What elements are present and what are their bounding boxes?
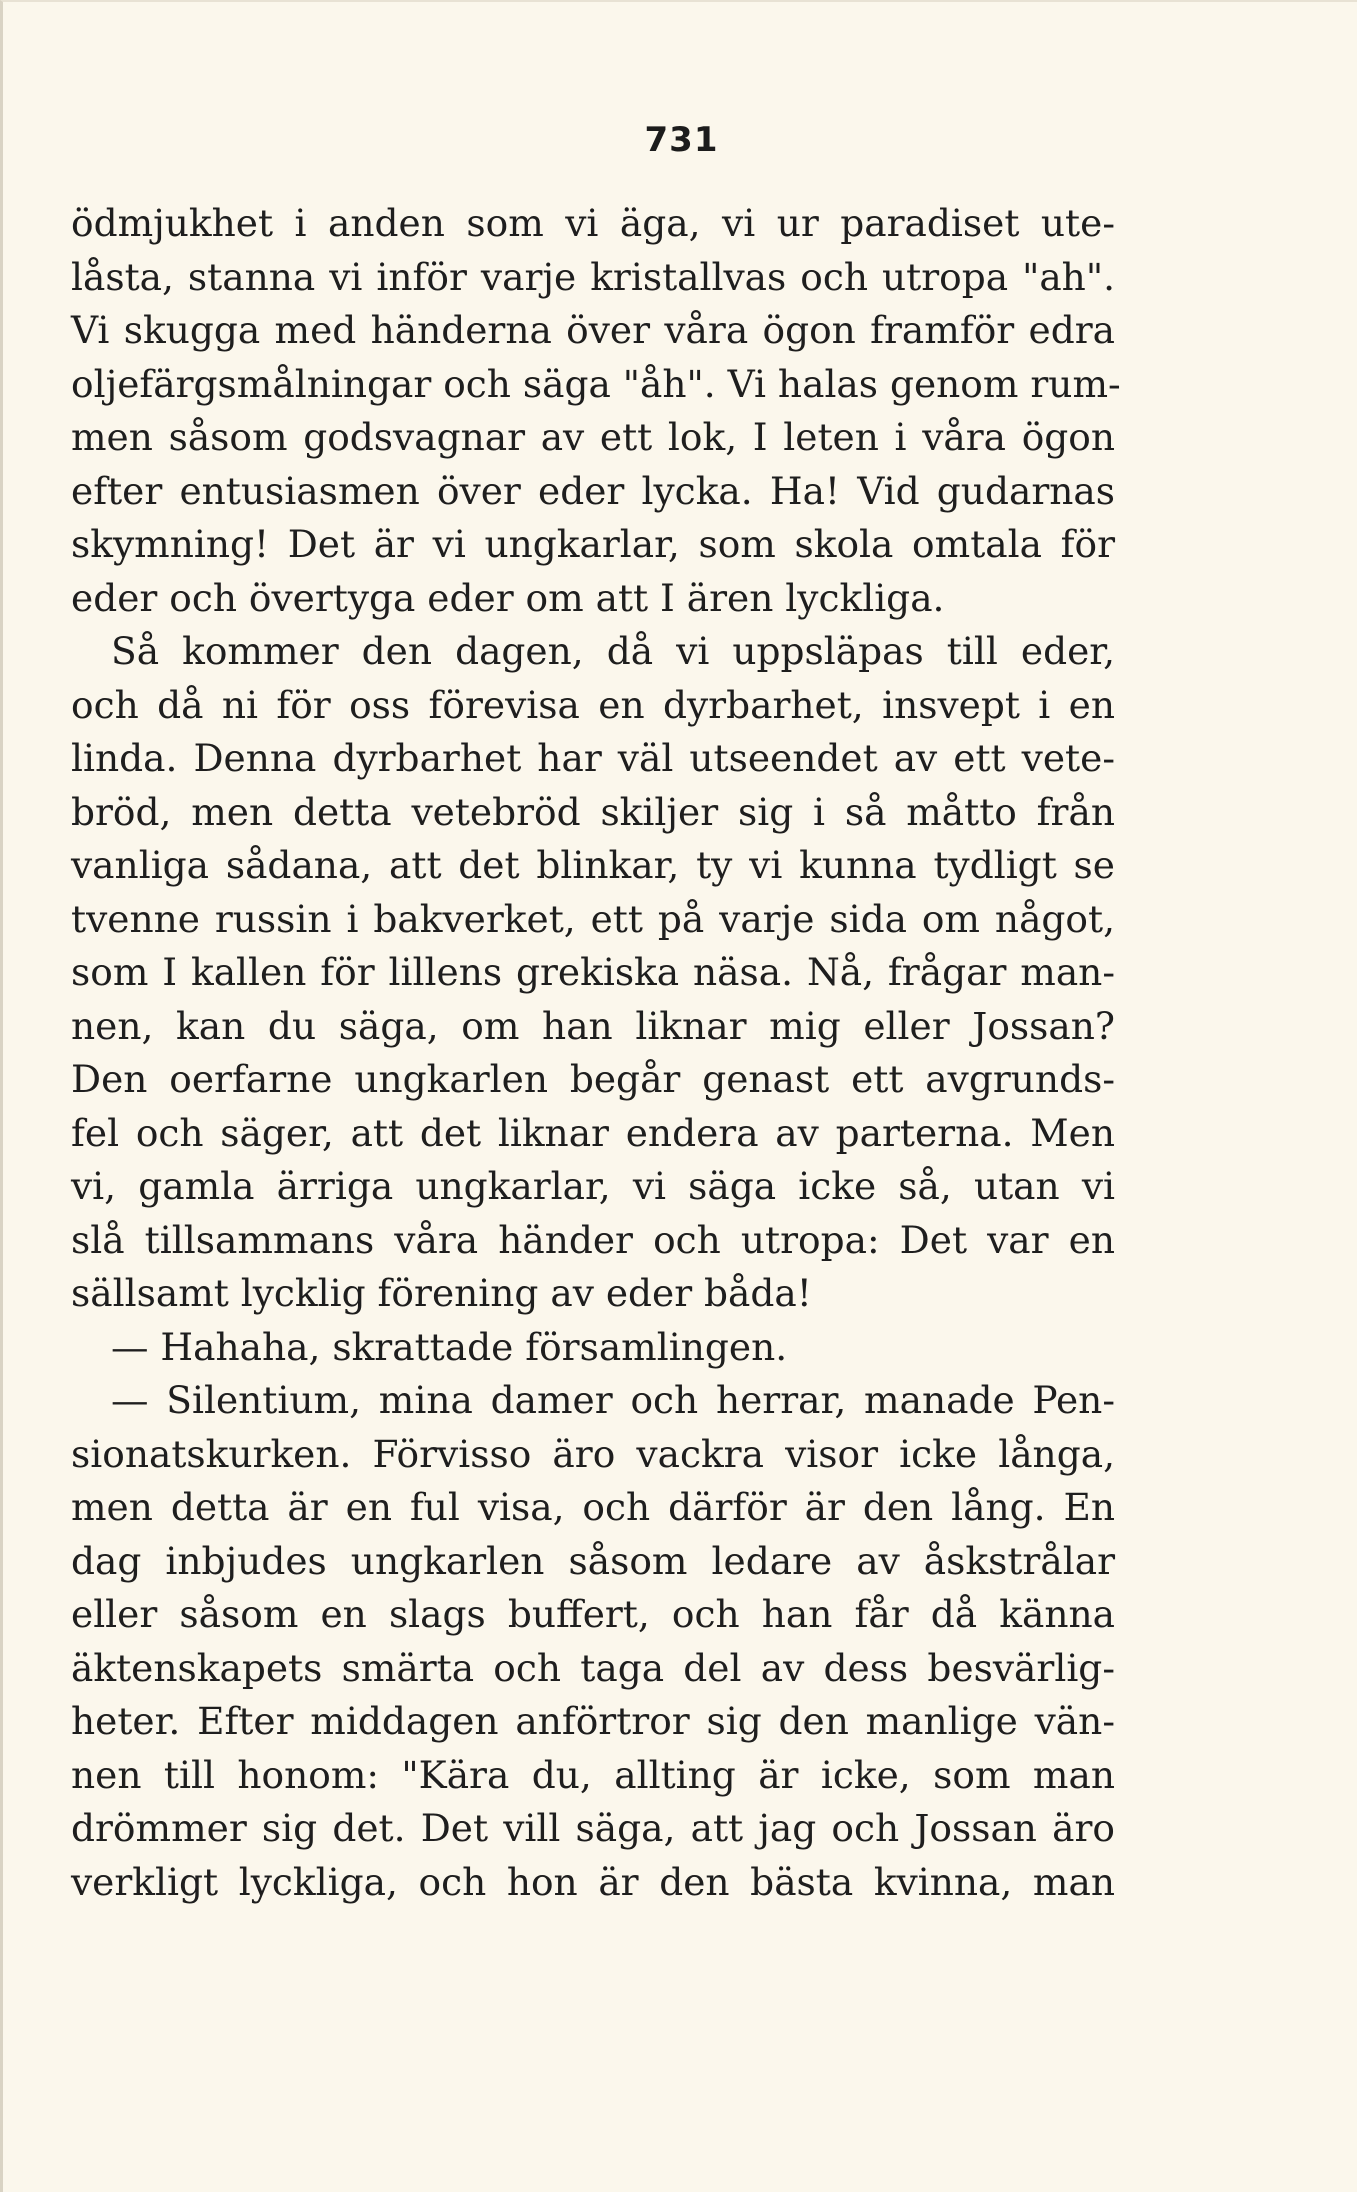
text-line: efter entusiasmen över eder lycka. Ha! Vid gudarnas <box>71 468 1115 513</box>
text-line: slå tillsammans våra händer och utropa: Det var en <box>71 1217 1115 1262</box>
text-line: nen, kan du säga, om han liknar mig eller Jossan? <box>71 1003 1115 1048</box>
text-line: Så kommer den dagen, då vi uppsläpas till eder, <box>111 629 1115 673</box>
text-line: eller såsom en slags buffert, och han får då känna <box>71 1592 1115 1636</box>
text-line: som I kallen för lillens grekiska näsa. Nå, frågar man- <box>71 950 1115 994</box>
text-line: vanliga sådana, att det blinkar, ty vi kunna tydligt se <box>71 843 1115 887</box>
text-line: heter. Efter middagen anförtror sig den manlige vän- <box>71 1699 1115 1743</box>
text-line: äktenskapets smärta och taga del av dess besvärlig- <box>71 1645 1115 1690</box>
text-line: — Hahaha, skrattade församlingen. <box>111 1324 788 1369</box>
text-line: men såsom godsvagnar av ett lok, I leten i våra ögon <box>71 415 1115 459</box>
text-line: skymning! Det är vi ungkarlar, som skola omtala för <box>71 522 1115 566</box>
text-line: oljefärgsmålningar och säga "åh". Vi halas genom rum- <box>71 361 1121 406</box>
text-line: sionatskurken. Förvisso äro vackra visor icke långa, <box>71 1431 1115 1476</box>
text-line: vi, gamla ärriga ungkarlar, vi säga icke så, utan vi <box>71 1164 1115 1208</box>
text-line: eder och övertyga eder om att I ären lyckliga. <box>71 575 945 620</box>
text-line: dag inbjudes ungkarlen såsom ledare av åskstrålar <box>71 1538 1115 1583</box>
text-line: Den oerfarne ungkarlen begår genast ett avgrunds- <box>71 1057 1115 1101</box>
text-line: låsta, stanna vi inför varje kristallvas och utropa "ah". <box>71 254 1115 299</box>
text-line: men detta är en ful visa, och därför är den lång. En <box>71 1485 1115 1529</box>
text-line: — Silentium, mina damer och herrar, manade Pen- <box>111 1378 1115 1422</box>
page-number: 731 <box>644 120 719 160</box>
text-line: nen till honom: "Kära du, allting är icke, som man <box>71 1752 1115 1797</box>
text-line: bröd, men detta vetebröd skiljer sig i så måtto från <box>71 789 1115 834</box>
text-line: och då ni för oss förevisa en dyrbarhet, insvept i en <box>71 682 1115 727</box>
body-text <box>71 197 1121 1909</box>
text-line: sällsamt lycklig förening av eder båda! <box>71 1271 812 1315</box>
text-line: Vi skugga med händerna över våra ögon framför edra <box>71 308 1115 352</box>
text-line: fel och säger, att det liknar endera av parterna. Men <box>71 1110 1115 1155</box>
text-line: drömmer sig det. Det vill säga, att jag och Jossan äro <box>71 1806 1115 1850</box>
text-line: linda. Denna dyrbarhet har väl utseendet av ett vete- <box>71 736 1115 780</box>
text-line: tvenne russin i bakverket, ett på varje sida om något, <box>71 896 1115 941</box>
text-line: verkligt lyckliga, och hon är den bästa kvinna, man <box>71 1859 1115 1904</box>
text-line: ödmjukhet i anden som vi äga, vi ur paradiset ute- <box>71 201 1115 245</box>
